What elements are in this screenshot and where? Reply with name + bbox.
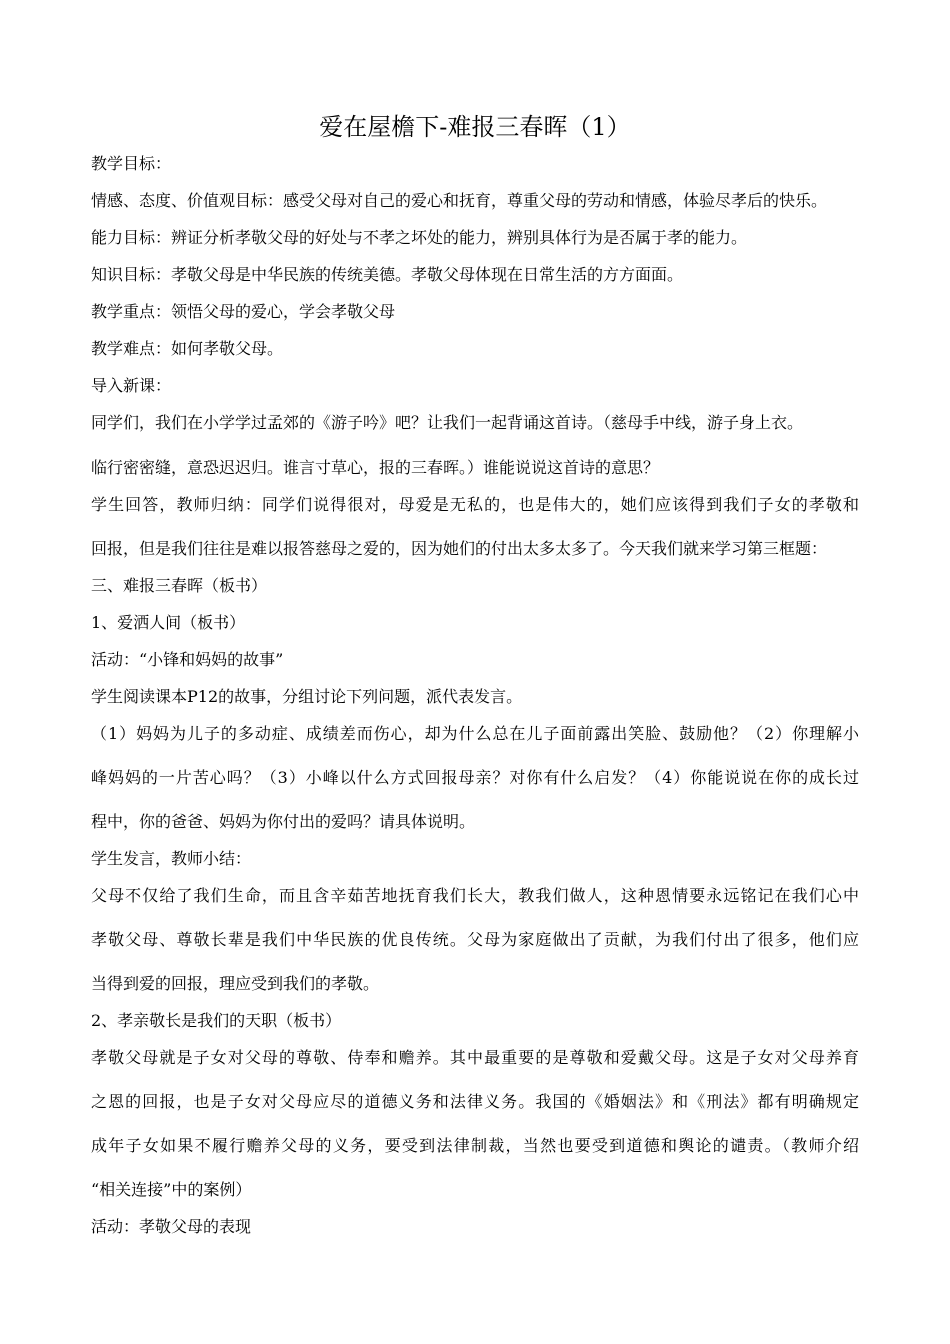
text-line: 活动：孝敬父母的表现	[91, 1217, 252, 1236]
document-body	[91, 150, 859, 1250]
text-line: 情感、态度、价值观目标：感受父母对自己的爱心和抚育，尊重父母的劳动和情感，体验尽孝后的快乐。	[91, 191, 828, 210]
text-line: 导入新课：	[91, 376, 172, 395]
text-line: 孝敬父母就是子女对父母的尊敬、侍奉和赡养。其中最重要的是尊敬和爱戴父母。这是子女对父母养育	[91, 1048, 859, 1067]
text-line: 能力目标：辨证分析孝敬父母的好处与不孝之坏处的能力，辨别具体行为是否属于孝的能力。	[91, 228, 748, 247]
document-title: 爱在屋檐下-难报三春晖（1）	[319, 113, 631, 141]
text-line: 学生阅读课本P12的故事，分组讨论下列问题，派代表发言。	[91, 687, 523, 706]
text-line: 教学目标：	[91, 154, 172, 173]
text-line: 临行密密缝，意恐迟迟归。谁言寸草心，报的三春晖。）谁能说说这首诗的意思？	[91, 458, 660, 477]
text-line: 2、孝亲敬长是我们的天职（板书）	[91, 1011, 342, 1030]
text-line: 教学重点：领悟父母的爱心，学会孝敬父母	[91, 302, 396, 321]
text-line: 父母不仅给了我们生命，而且含辛茹苦地抚育我们长大，教我们做人，这种恩情要永远铭记在我们心中	[91, 886, 859, 905]
text-line: 活动：“小锋和妈妈的故事”	[91, 650, 284, 669]
text-line: 1、爱洒人间（板书）	[91, 613, 246, 632]
text-line: 学生回答，教师归纳：同学们说得很对，母爱是无私的，也是伟大的，她们应该得到我们子女的孝敬和	[91, 495, 859, 514]
text-line: “相关连接”中的案例）	[91, 1180, 252, 1199]
text-line: 三、难报三春晖（板书）	[91, 576, 268, 595]
text-line: 知识目标：孝敬父母是中华民族的传统美德。孝敬父母体现在日常生活的方方面面。	[91, 265, 684, 284]
text-line: （1）妈妈为儿子的多动症、成绩差而伤心，却为什么总在儿子面前露出笑脸、鼓励他？（2）你理解小	[91, 724, 859, 743]
text-line: 成年子女如果不履行赡养父母的义务，要受到法律制裁，当然也要受到道德和舆论的谴责。（教师介绍	[91, 1136, 859, 1155]
text-line: 同学们，我们在小学学过孟郊的《游子吟》吧？让我们一起背诵这首诗。（慈母手中线，游子身上衣。	[91, 413, 804, 432]
text-line: 之恩的回报，也是子女对父母应尽的道德义务和法律义务。我国的《婚姻法》和《刑法》都有明确规定	[91, 1092, 859, 1111]
text-line: 程中，你的爸爸、妈妈为你付出的爱吗？请具体说明。	[91, 812, 476, 831]
text-line: 孝敬父母、尊敬长辈是我们中华民族的优良传统。父母为家庭做出了贡献，为我们付出了很多，他们应	[91, 930, 859, 949]
text-line: 学生发言，教师小结：	[91, 849, 252, 868]
text-line: 峰妈妈的一片苦心吗？（3）小峰以什么方式回报母亲？对你有什么启发？（4）你能说说在你的成长过	[91, 768, 859, 787]
text-line: 教学难点：如何孝敬父母。	[91, 339, 284, 358]
text-line: 当得到爱的回报，理应受到我们的孝敬。	[91, 974, 380, 993]
text-line: 回报，但是我们往往是难以报答慈母之爱的，因为她们的付出太多太多了。今天我们就来学习第三框题：	[91, 539, 828, 558]
